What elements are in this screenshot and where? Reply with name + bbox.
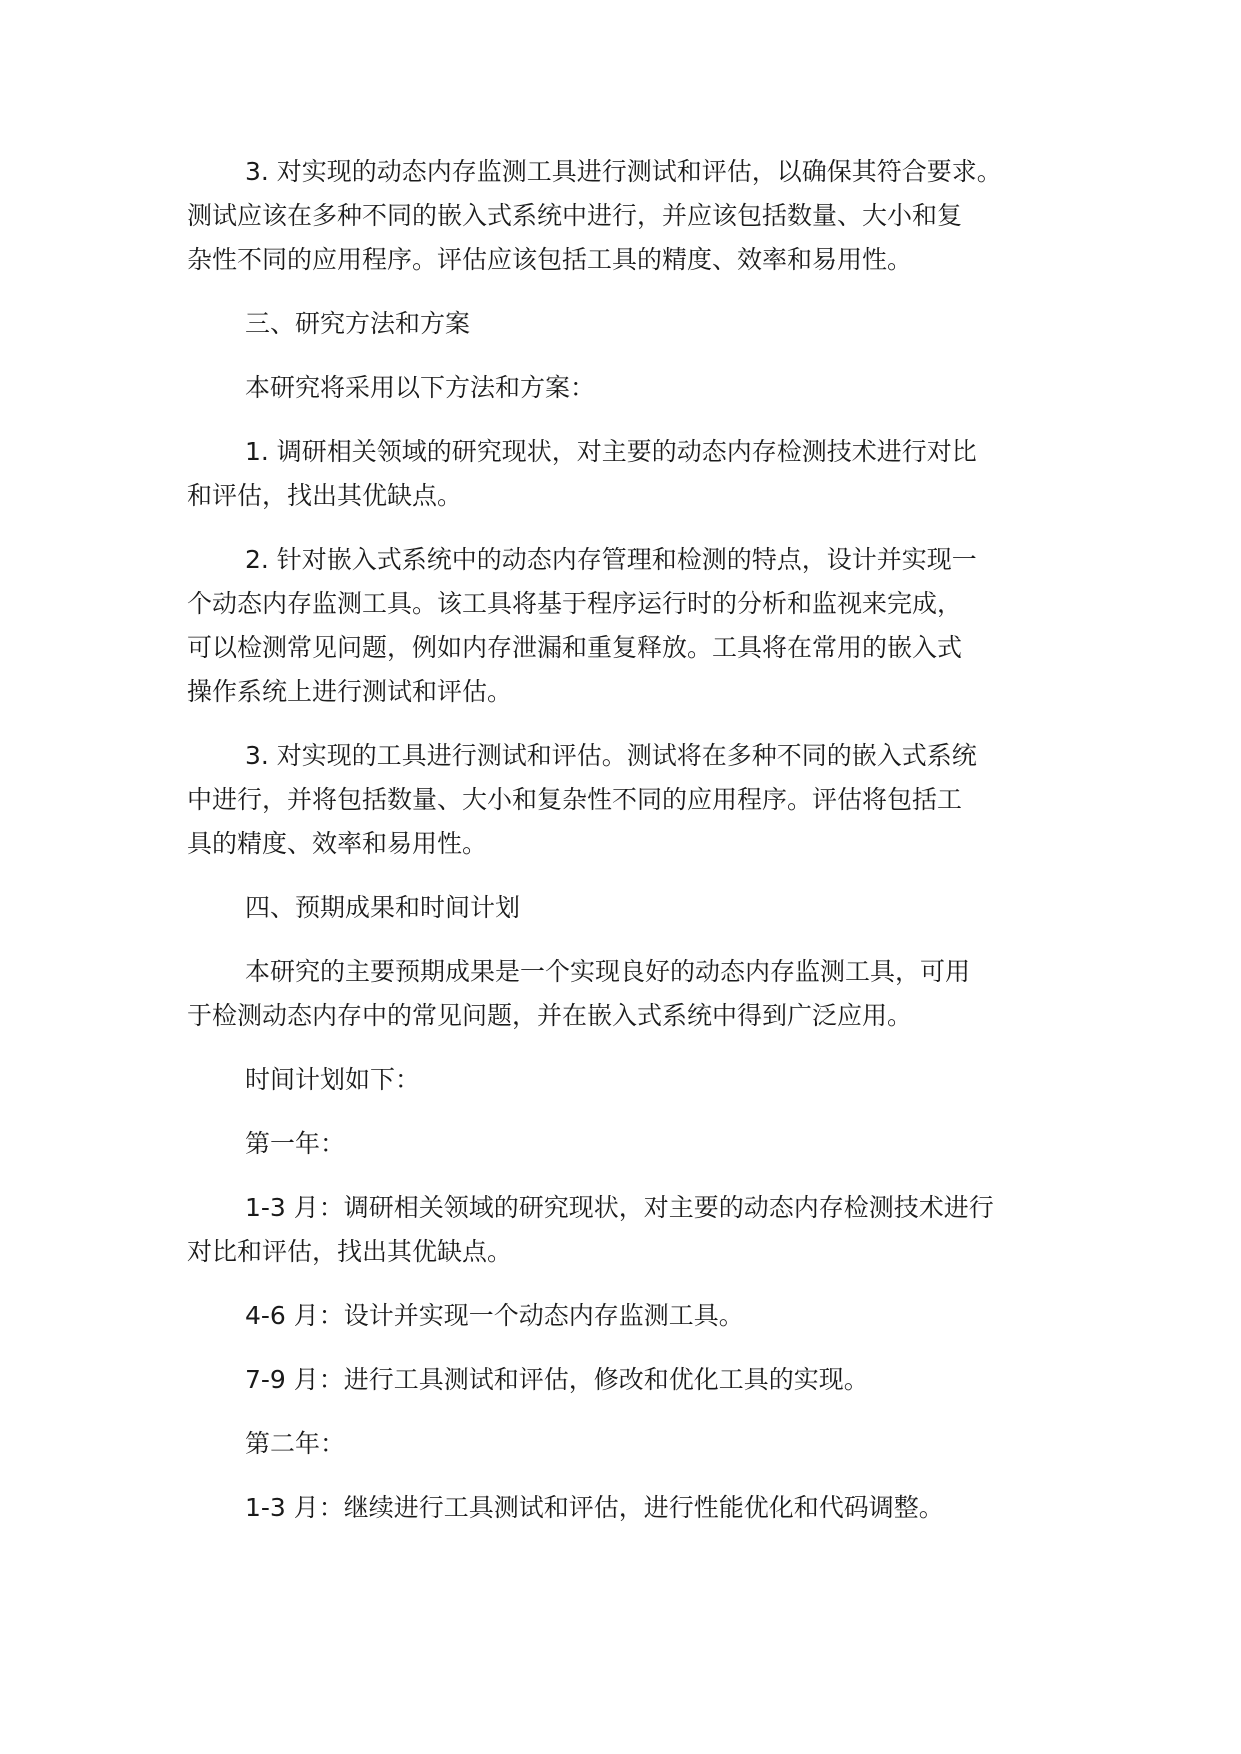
text-line: 可以检测常见问题，例如内存泄漏和重复释放。工具将在常用的嵌入式 bbox=[187, 633, 963, 662]
paragraph-p15 bbox=[187, 1486, 1087, 1530]
paragraph-p11 bbox=[187, 1186, 1087, 1274]
text-line: 1. 调研相关领域的研究现状，对主要的动态内存检测技术进行对比 bbox=[245, 437, 977, 466]
section-heading-outcomes bbox=[187, 886, 1087, 930]
paragraph-p4 bbox=[187, 430, 1087, 518]
paragraph-p5 bbox=[187, 538, 1087, 714]
paragraph-p3 bbox=[187, 366, 1087, 410]
text-line: 4-6 月：设计并实现一个动态内存监测工具。 bbox=[245, 1301, 744, 1330]
heading-text: 三、研究方法和方案 bbox=[245, 309, 471, 338]
section-heading-methods bbox=[187, 302, 1087, 346]
text-line: 测试应该在多种不同的嵌入式系统中进行，并应该包括数量、大小和复 bbox=[187, 201, 963, 230]
heading-text: 四、预期成果和时间计划 bbox=[245, 893, 521, 922]
text-line: 1-3 月：继续进行工具测试和评估，进行性能优化和代码调整。 bbox=[245, 1493, 944, 1522]
paragraph-year-two bbox=[187, 1422, 1087, 1466]
text-line: 具的精度、效率和易用性。 bbox=[187, 829, 488, 858]
paragraph-p6 bbox=[187, 734, 1087, 866]
text-line: 2. 针对嵌入式系统中的动态内存管理和检测的特点，设计并实现一 bbox=[245, 545, 977, 574]
text-line: 本研究将采用以下方法和方案： bbox=[245, 373, 596, 402]
text-line: 操作系统上进行测试和评估。 bbox=[187, 677, 513, 706]
paragraph-p1 bbox=[187, 150, 1087, 282]
text-line: 3. 对实现的工具进行测试和评估。测试将在多种不同的嵌入式系统 bbox=[245, 741, 977, 770]
paragraph-p12 bbox=[187, 1294, 1087, 1338]
text-line: 和评估，找出其优缺点。 bbox=[187, 481, 463, 510]
paragraph-year-one bbox=[187, 1122, 1087, 1166]
text-line: 时间计划如下： bbox=[245, 1065, 421, 1094]
text-line: 第一年： bbox=[245, 1129, 346, 1158]
text-line: 对比和评估，找出其优缺点。 bbox=[187, 1237, 513, 1266]
text-line: 本研究的主要预期成果是一个实现良好的动态内存监测工具，可用 bbox=[245, 957, 971, 986]
document-page bbox=[187, 150, 1087, 1550]
text-line: 中进行，并将包括数量、大小和复杂性不同的应用程序。评估将包括工 bbox=[187, 785, 963, 814]
text-line: 7-9 月：进行工具测试和评估，修改和优化工具的实现。 bbox=[245, 1365, 869, 1394]
paragraph-p9 bbox=[187, 1058, 1087, 1102]
text-line: 杂性不同的应用程序。评估应该包括工具的精度、效率和易用性。 bbox=[187, 245, 913, 274]
text-line: 3. 对实现的动态内存监测工具进行测试和评估，以确保其符合要求。 bbox=[245, 157, 1002, 186]
text-line: 第二年： bbox=[245, 1429, 346, 1458]
paragraph-p8 bbox=[187, 950, 1087, 1038]
text-line: 个动态内存监测工具。该工具将基于程序运行时的分析和监视来完成， bbox=[187, 589, 963, 618]
text-line: 1-3 月：调研相关领域的研究现状，对主要的动态内存检测技术进行 bbox=[245, 1193, 994, 1222]
text-line: 于检测动态内存中的常见问题，并在嵌入式系统中得到广泛应用。 bbox=[187, 1001, 913, 1030]
paragraph-p13 bbox=[187, 1358, 1087, 1402]
